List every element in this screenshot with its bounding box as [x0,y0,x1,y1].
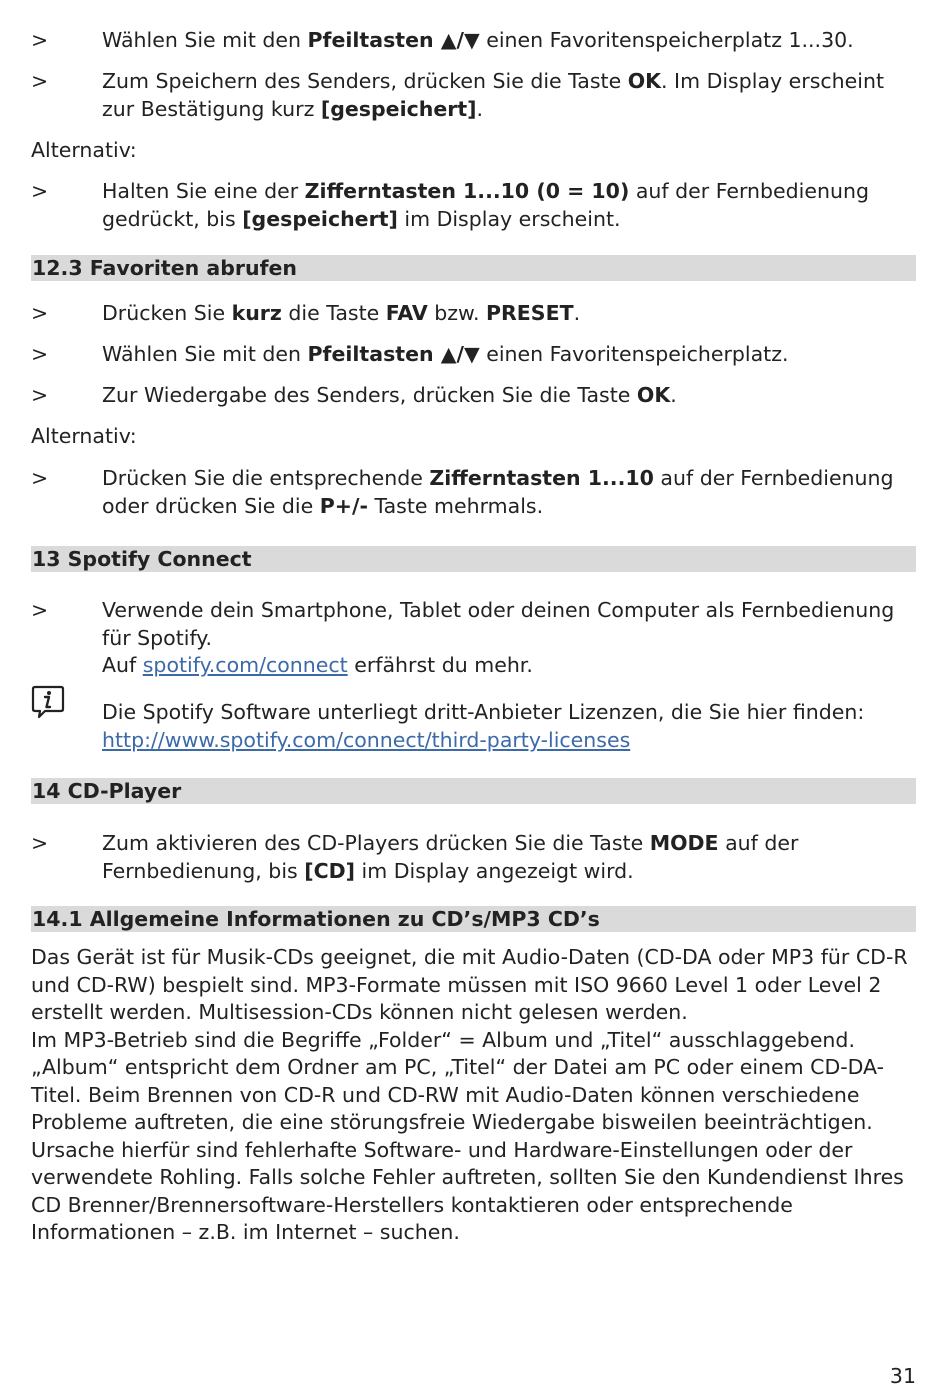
step-text: Drücken Sie kurz die Taste FAV bzw. PRESET. [102,301,581,325]
alternative-label: Alternativ: [31,424,137,448]
step-hold-number-key [31,178,916,233]
step-activate-cd [31,830,916,885]
third-party-licenses-link[interactable]: http://www.spotify.com/connect/third-party-licenses [102,727,631,752]
spotify-connect-link[interactable]: spotify.com/connect [142,653,348,677]
step-choose-favorite [31,341,916,369]
step-spotify-connect [31,597,916,680]
section-heading-14-1: 14.1 Allgemeine Informationen zu CD’s/MP3 CD’s [31,906,916,932]
section-heading-12-3: 12.3 Favoriten abrufen [31,255,916,281]
page-number: 31 [889,1364,916,1388]
step-marker: > [31,301,49,325]
step-press-fav [31,300,916,328]
step-save-station [31,68,916,123]
step-text: Zum aktivieren des CD-Players drücken Sie die Taste MODE auf der Fernbedienung, bis [CD] im Display angezeigt wird. [102,831,799,883]
step-text: Verwende dein Smartphone, Tablet oder deinen Computer als Fernbedienung für Spotify. Auf spotify.com/connect erfährst du mehr. [102,598,895,677]
step-play-station [31,382,916,410]
alternative-label: Alternativ: [31,138,137,162]
step-text: Zur Wiedergabe des Senders, drücken Sie die Taste OK. [102,383,677,407]
spotify-license-note [31,699,916,754]
step-text: Wählen Sie mit den Pfeiltasten ▲/▼ einen Favoritenspeicherplatz 1...30. [102,28,854,52]
step-marker: > [31,69,49,93]
step-marker: > [31,342,49,366]
step-marker: > [31,466,49,490]
step-text: Halten Sie eine der Zifferntasten 1...10 (0 = 10) auf der Fernbedienung gedrückt, bis [gespeichert] im Display erscheint. [102,179,869,231]
step-text: Wählen Sie mit den Pfeiltasten ▲/▼ einen Favoritenspeicherplatz. [102,342,789,366]
step-number-keys [31,465,916,520]
step-marker: > [31,831,49,855]
step-text: Drücken Sie die entsprechende Zifferntasten 1...10 auf der Fernbedienung oder drücken Sie die P+/- Taste mehrmals. [102,466,894,518]
step-marker: > [31,383,49,407]
paragraph-cd-info: Das Gerät ist für Musik-CDs geeignet, die mit Audio-Daten (CD-DA oder MP3 für CD-R und CD-RW) bespielt sind. MP3-Formate müssen mit ISO 9660 Level 1 oder Level 2 erstellt werden. Multisession-CDs können nicht gelesen werden. Im MP3-Betrieb sind die Begriffe „Folder“ = Album und „Titel“ ausschlaggebend. „Album“ entspricht dem Ordner am PC, „Titel“ der Datei am PC oder einem CD-DA-Titel. Beim Brennen von CD-R und CD-RW mit Audio-Daten können verschiedene Probleme auftreten, die eine störungsfreie Wiedergabe bisweilen beeinträchtigen. Ursache hierfür sind fehlerhafte Software- und Hardware-Einstellungen oder der verwendete Rohling. Falls solche Fehler auftreten, sollten Sie den Kundendienst Ihres CD Brenner/Brennersoftware-Herstellers kontaktieren oder entsprechende Informationen – z.B. im Internet – suchen. [31,945,908,1244]
step-marker: > [31,179,49,203]
step-select-favorite-slot [31,27,916,55]
step-text: Zum Speichern des Senders, drücken Sie die Taste OK. Im Display erscheint zur Bestätigung kurz [gespeichert]. [102,69,884,121]
step-marker: > [31,598,49,622]
section-heading-13: 13 Spotify Connect [31,546,916,572]
section-heading-14: 14 CD-Player [31,778,916,804]
step-marker: > [31,28,49,52]
note-text: Die Spotify Software unterliegt dritt-Anbieter Lizenzen, die Sie hier finden: http://www.spotify.com/connect/third-party-licenses [102,700,865,752]
